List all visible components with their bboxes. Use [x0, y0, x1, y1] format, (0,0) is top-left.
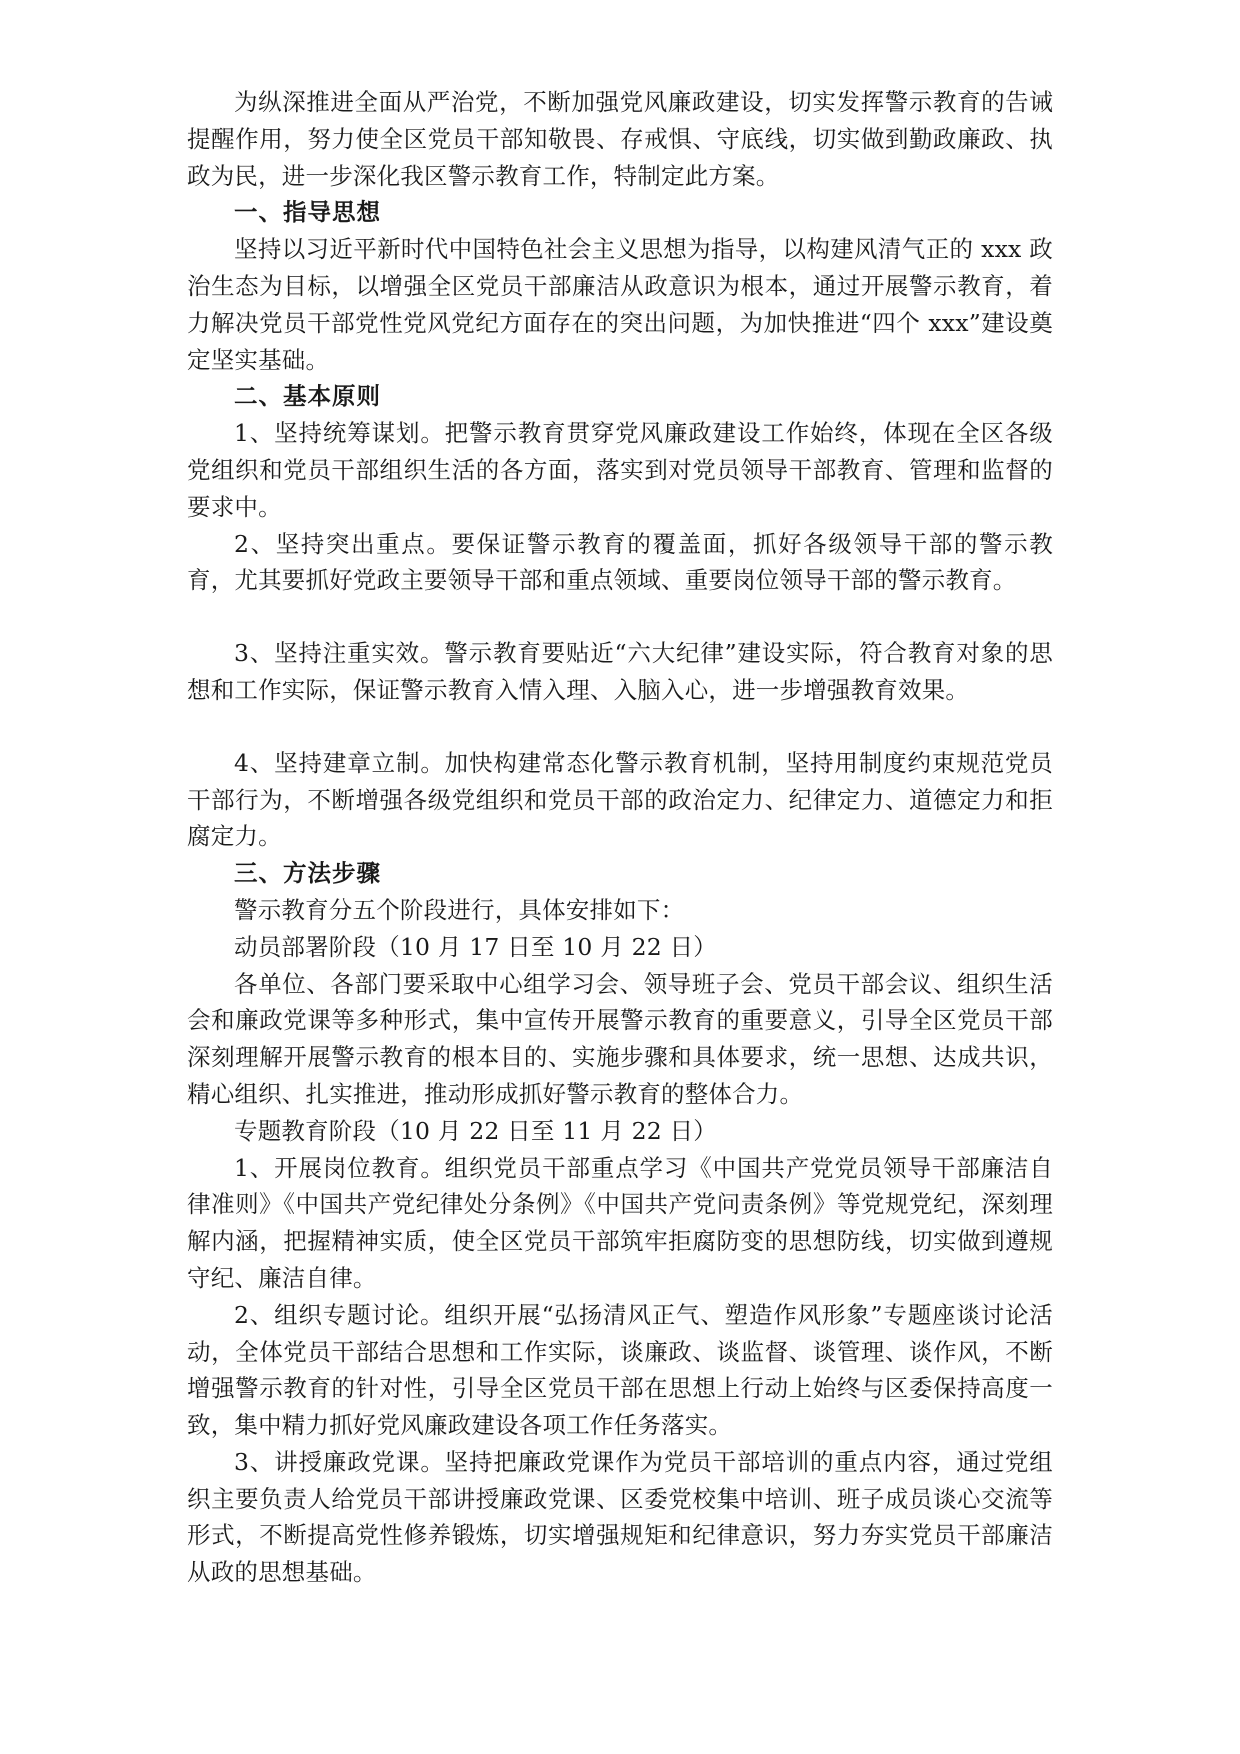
- principle-item: 2、坚持突出重点。要保证警示教育的覆盖面，抓好各级领导干部的警示教育，尤其要抓好党政主要领导干部和重点领域、重要岗位领导干部的警示教育。: [187, 529, 1053, 595]
- phase2-item: 3、讲授廉政党课。坚持把廉政党课作为党员干部培训的重点内容，通过党组织主要负责人给党员干部讲授廉政党课、区委党校集中培训、班子成员谈心交流等形式，不断提高党性修养锻炼，切实增强规矩和纪律意识，努力夯实党员干部廉洁从政的思想基础。: [187, 1447, 1053, 1587]
- phase1-title: 动员部署阶段（10 月 17 日至 10 月 22 日）: [234, 932, 718, 961]
- section-heading-basic-principles: 二、基本原则: [234, 382, 381, 411]
- intro-paragraph: 为纵深推进全面从严治党，不断加强党风廉政建设，切实发挥警示教育的告诫提醒作用，努力使全区党员干部知敬畏、存戒惧、守底线，切实做到勤政廉政、执政为民，进一步深化我区警示教育工作，特制定此方案。: [187, 88, 1053, 190]
- document-page: [187, 84, 1053, 1591]
- section-heading-guiding-ideology: 一、指导思想: [234, 198, 381, 227]
- phase2-title: 专题教育阶段（10 月 22 日至 11 月 22 日）: [234, 1116, 718, 1145]
- methods-overview: 警示教育分五个阶段进行，具体安排如下：: [234, 895, 685, 924]
- principle-item: 1、坚持统筹谋划。把警示教育贯穿党风廉政建设工作始终，体现在全区各级党组织和党员干部组织生活的各方面，落实到对党员领导干部教育、管理和监督的要求中。: [187, 419, 1053, 521]
- principle-item: 3、坚持注重实效。警示教育要贴近“六大纪律”建设实际，符合教育对象的思想和工作实际，保证警示教育入情入理、入脑入心，进一步增强教育效果。: [187, 639, 1053, 704]
- guiding-ideology-paragraph: 坚持以习近平新时代中国特色社会主义思想为指导，以构建风清气正的 xxx 政治生态为目标，以增强全区党员干部廉洁从政意识为根本，通过开展警示教育，着力解决党员干部党性党风党纪方面存在的突出问题，为加快推进“四个 xxx”建设奠定坚实基础。: [187, 235, 1053, 374]
- phase2-item: 1、开展岗位教育。组织党员干部重点学习《中国共产党党员领导干部廉洁自律准则》《中国共产党纪律处分条例》《中国共产党问责条例》等党规党纪，深刻理解内涵，把握精神实质，使全区党员干部筑牢拒腐防变的思想防线，切实做到遵规守纪、廉洁自律。: [187, 1153, 1053, 1292]
- principle-item: 4、坚持建章立制。加快构建常态化警示教育机制，坚持用制度约束规范党员干部行为，不断增强各级党组织和党员干部的政治定力、纪律定力、道德定力和拒腐定力。: [187, 748, 1053, 851]
- section-heading-methods-steps: 三、方法步骤: [234, 859, 381, 888]
- phase2-item: 2、组织专题讨论。组织开展“弘扬清风正气、塑造作风形象”专题座谈讨论活动，全体党员干部结合思想和工作实际，谈廉政、谈监督、谈管理、谈作风，不断增强警示教育的针对性，引导全区党员干部在思想上行动上始终与区委保持高度一致，集中精力抓好党风廉政建设各项工作任务落实。: [187, 1300, 1053, 1440]
- phase1-paragraph: 各单位、各部门要采取中心组学习会、领导班子会、党员干部会议、组织生活会和廉政党课等多种形式，集中宣传开展警示教育的重要意义，引导全区党员干部深刻理解开展警示教育的根本目的、实施步骤和具体要求，统一思想、达成共识，精心组织、扎实推进，推动形成抓好警示教育的整体合力。: [187, 969, 1053, 1108]
